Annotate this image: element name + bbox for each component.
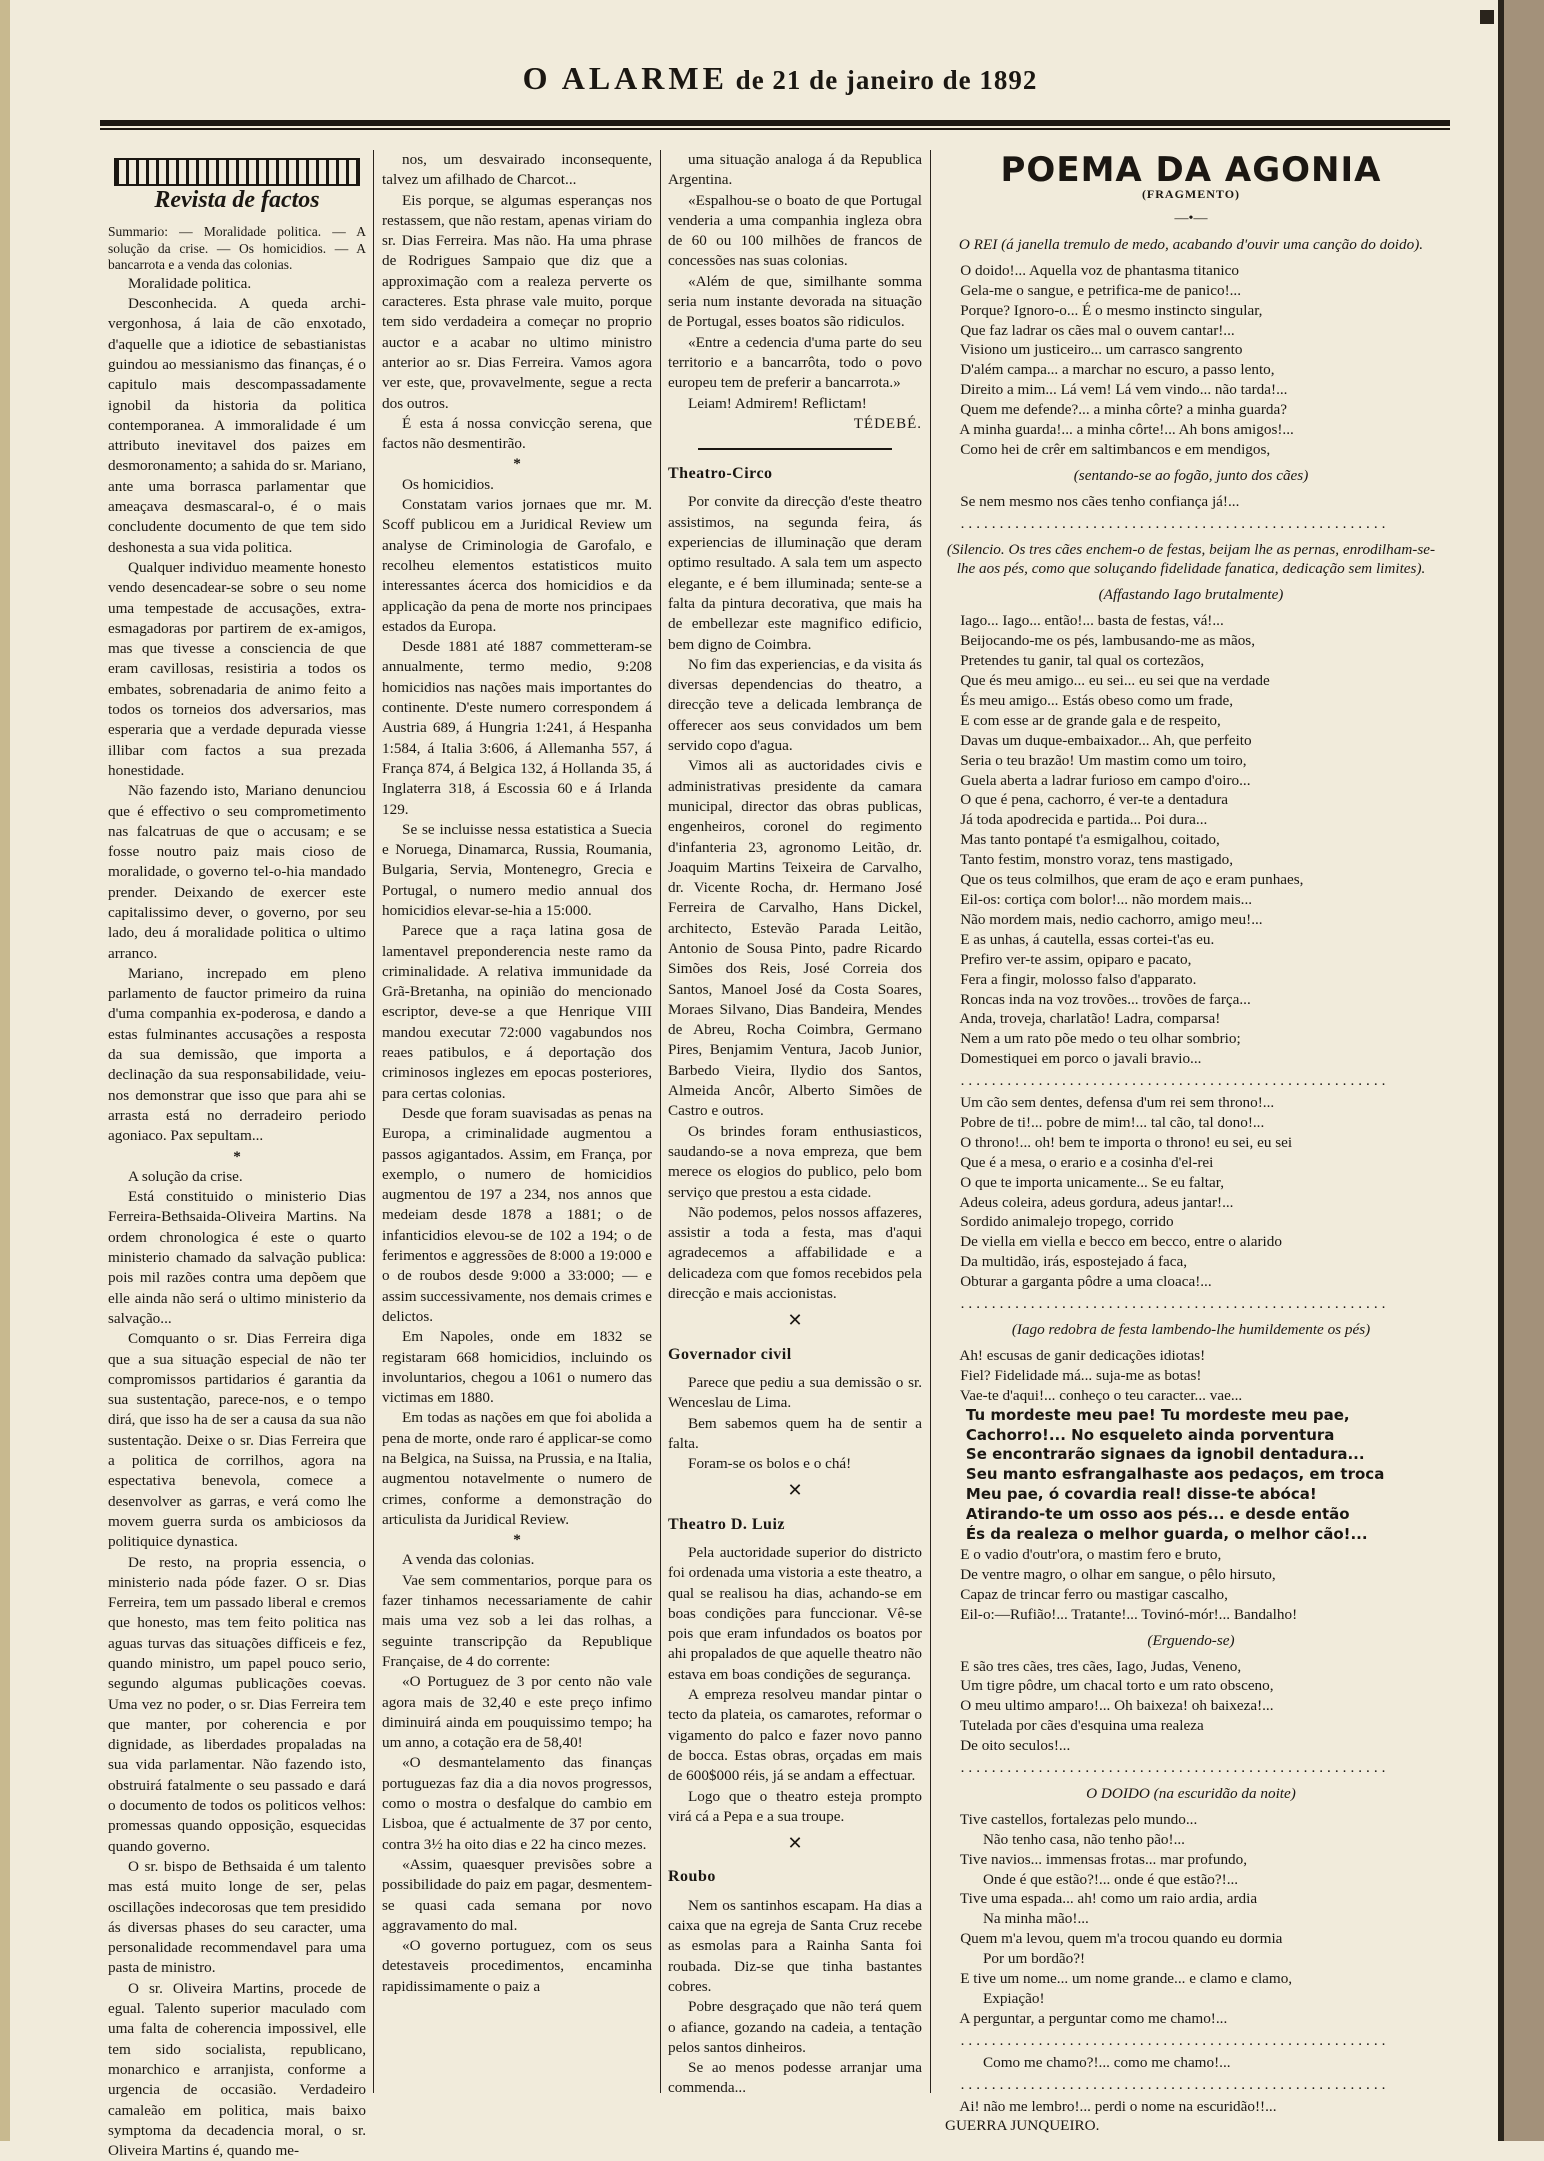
poem-line: Se nem mesmo nos cães tenho confiança já!... — [945, 492, 1240, 510]
paragraph: «Assim, quaesquer previsões sobre a possibilidade do paiz em pagar, desmentem-se quasi cada semana por novo aggravamento do mal. — [382, 1855, 652, 1934]
poem-line: De viella em viella e becco em becco, entre o alarido — [945, 1233, 1282, 1251]
paragraph: Desde que foram suavisadas as penas na Europa, a criminalidade augmentou a passos agigantados. Assim, em França, por exemplo, o numero de homicidios augmentou de 197 a 234, nos annos que medeiam desde 1878 a 1881; o de infanticidios elevou-se de 102 a 194; o de ferimentos e aggressões de 8:000 a 19:000 e o de roubos desde 9:000 a 33:000; — e assim successivamente, nos demais crimes e delictos. — [382, 1104, 652, 1325]
paragraph: Qualquer individuo meamente honesto vendo desencadear-se sobre o seu nome uma tempestade de accusações, extra-esmagadoras por partirem de ex-amigos, mas que tivesse a consciencia de que eram cavillosas, resistiria a todos os embates, sobrenadaria de animo feito a todos os torneios dos adversarios, mas esperaria que a verdade depurada viesse illibar com factos a sua prezada honestidade. — [108, 558, 366, 779]
paragraph: Leiam! Admirem! Reflictam! — [688, 394, 867, 412]
stage-direction: (sentando-se ao fogão, junto dos cães) — [1073, 466, 1309, 484]
paragraph: Vimos ali as auctoridades civis e administrativas presidente da camara municipal, director das obras publicas, engenheiros, coronel do regimento d'infanteria 23, agronomo Leitão, dr. Joaquim Martins Teixeira de Carvalho, dr. Vicente Rocha, dr. Hermano José Ferreira de Carvalho, Hans Dickel, architecto, Estevão Parada Leitão, Antonio de Sousa Pinto, padre Ricardo Simões dos Reis, José Correia dos Santos, Manoel José da Costa Soares, Moraes Silvano, Dias Bandeira, Mendes de Abreu, Rocha Coimbra, Germano Pires, Benjamim Ventura, Jacob Junior, Barbedo Vieira, Ilydio dos Santos, Almeida Ancôr, Alberto Simões de Castro e outros. — [668, 757, 922, 1120]
paragraph: Pela auctoridade superior do districto foi ordenada uma vistoria a este theatro, a qual se realisou ha dias, achando-se em boas condições para funccionar. Vê-se pois que eram infundados os boatos por ahi propalados de que aquelle theatro não estava em boas condições de segurança. — [668, 1544, 922, 1683]
poem-line: Guela aberta a ladrar furioso em campo d'oiro... — [945, 771, 1251, 789]
stage-direction: O REI (á janella tremulo de medo, acabando d'ouvir uma canção do doido). — [958, 235, 1424, 253]
poem-line: Porque? Ignoro-o... É o mesmo instincto singular, — [945, 301, 1263, 319]
poem-line: Por um bordão?! — [945, 1950, 1086, 1968]
paragraph: A venda das colonias. — [402, 1551, 535, 1569]
column-4 — [945, 150, 1437, 2135]
divider-cross: ✕ — [787, 1833, 803, 1854]
poem-line: Anda, troveja, charlatão! Ladra, comparsa! — [945, 1010, 1221, 1028]
poem-line-bold: Se encontrarão signaes da ignobil dentadura... — [945, 1445, 1365, 1464]
poem-line: Vae-te d'aqui!... conheço o teu caracter... vae... — [945, 1386, 1243, 1404]
poem-line: E as unhas, á cautella, essas cortei-t'as eu. — [945, 930, 1215, 948]
poem-line: Como hei de crêr em saltimbancos e em mendigos, — [945, 440, 1271, 458]
paragraph: Não fazendo isto, Mariano denunciou que é effectivo o seu comprometimento nas falcatruas de que o accusam; e se fosse noutro paiz mais cioso de moralidade, o governo tel-o-hia mandado prender. Deixando de exercer este capitalissimo dever, o governo, por seu lado, deu á moralidade politica o ultimo arranco. — [108, 782, 366, 962]
poem-line: Prefiro ver-te assim, opiparo e pacato, — [945, 950, 1192, 968]
paragraph: De resto, na propria essencia, o ministerio nada póde fazer. O sr. Dias Ferreira, tem um passado liberal e cremos que honesto, mas tem feito politica nas aguas turvas das situações difficeis e fez, quando ministro, um papel pouco serio, segundo algumas publicações coevas. Uma vez no poder, o sr. Dias Ferreira tem que manter, por coherencia e por dignidade, as liberdades propaladas na sua vida parlamentar. Não fazendo isto, obstruirá fatalmente o seu passado e dará o documento de todos os politicos velhos: promessas quando opposição, esquecidas quando governo. — [108, 1553, 366, 1855]
divider-cross: ✕ — [787, 1310, 803, 1331]
poem-line: O meu ultimo amparo!... Oh baixeza! oh baixeza!... — [945, 1697, 1274, 1715]
paragraph: * — [513, 455, 521, 473]
paragraph: «O governo portuguez, com os seus detestaveis procedimentos, encaminha rapidissimamente o paiz a — [382, 1937, 652, 1995]
paragraph: Pobre desgraçado que não terá quem o afiance, gozando na cadeia, a tentação pelos santos dinheiros. — [668, 1998, 922, 2056]
ellipsis-line: ....................................................... — [945, 514, 1390, 532]
divider-cross: ✕ — [787, 1480, 803, 1501]
paragraph: Moralidade politica. — [128, 274, 252, 292]
paragraph: A empreza resolveu mandar pintar o tecto da plateia, os camarotes, reformar o vigamento do palco e fazer novo panno de bocca. Estas obras, orçadas em mais de 600$000 réis, já se andam a effectuar. — [668, 1686, 922, 1785]
ellipsis-line: ....................................................... — [945, 2031, 1390, 2049]
poem-line: O que te importa unicamente... Se eu faltar, — [945, 1173, 1224, 1191]
poem-line: Seria o teu brazão! Um mastim como um toiro, — [945, 751, 1247, 769]
poem-line: Na minha mão!... — [945, 1910, 1089, 1928]
poem-line: Um tigre pôdre, um chacal torto e um rato obsceno, — [945, 1677, 1274, 1695]
poem-line: Eil-os: cortiça com bolor!... não mordem mais... — [945, 890, 1253, 908]
paragraph: Desde 1881 até 1887 commetteram-se annualmente, termo medio, 9:208 homicidios nas nações mais importantes do continente. D'este numero correspondem á Austria 689, á Hungria 1:241, á Hespanha 1:584, á Italia 3:606, á Allemanha 557, á França 874, á Belgica 132, á Hollanda 35, á Inglaterra 318, á Escossia 60 e á Irlanda 129. — [382, 638, 652, 818]
poem-line: Eil-o:—Rufião!... Tratante!... Tovinó-mór!... Bandalho! — [945, 1605, 1298, 1623]
poem-line-bold: Atirando-te um osso aos pés... e desde então — [945, 1505, 1350, 1524]
poem-line: Ai! não me lembro!... perdi o nome na escuridão!!... — [945, 2097, 1277, 2115]
heading-theatro-luiz: Theatro D. Luiz — [668, 1515, 785, 1533]
poem-line: Fiel? Fidelidade má... suja-me as botas! — [945, 1366, 1202, 1384]
poem-line: Capaz de trincar ferro ou mastigar cascalho, — [945, 1585, 1228, 1603]
poem-line: Que os teus colmilhos, que eram de aço e eram punhaes, — [945, 871, 1304, 889]
poem-line: Nem a um rato põe medo o teu olhar sombrio; — [945, 1030, 1241, 1048]
poem-line: Tive uma espada... ah! como um raio ardia, ardia — [945, 1890, 1258, 1908]
paragraph: Logo que o theatro esteja prompto virá cá a Pepa e a sua troupe. — [668, 1787, 922, 1825]
section-title: Revista de factos — [154, 187, 320, 213]
ellipsis-line: ....................................................... — [945, 1072, 1390, 1090]
poem-line: De ventre magro, o olhar em sangue, o pêlo hirsuto, — [945, 1565, 1276, 1583]
poem-line: Onde é que estão?!... onde é que estão?!... — [945, 1870, 1239, 1888]
column-rule-1 — [373, 150, 374, 2093]
ellipsis-line: ....................................................... — [945, 1759, 1390, 1777]
poem-line: Pretendes tu ganir, tal qual os cortezãos, — [945, 652, 1205, 670]
paragraph: * — [233, 1147, 241, 1165]
poem-line: Fera a fingir, molosso falso d'apparato. — [945, 970, 1197, 988]
poem-line: Gela-me o sangue, e petrifica-me de panico!... — [945, 281, 1242, 299]
section-ornament — [114, 158, 360, 186]
poem-body — [945, 235, 1437, 2117]
poem-subtitle: (FRAGMENTO) — [1141, 187, 1241, 202]
poem-line-bold: Meu pae, ó covardia real! disse-te abóca! — [945, 1485, 1317, 1504]
poem-line: Direito a mim... Lá vem! Lá vem vindo... não tarda!... — [945, 381, 1288, 399]
poem-title: POEMA DA AGONIA — [1000, 150, 1382, 190]
poem-line: E com esse ar de grande gala e de respeito, — [945, 711, 1221, 729]
paragraph: Vae sem commentarios, porque para os fazer tinhamos necessariamente de cahir mais uma vez sob a lei das rolhas, a seguinte transcripção da Republique Française, de 4 do corrente: — [382, 1571, 652, 1670]
poem-line: A perguntar, a perguntar como me chamo!... — [945, 2009, 1228, 2027]
ellipsis-line: ....................................................... — [945, 1295, 1390, 1313]
paragraph: «O Portuguez de 3 por cento não vale agora mais de 32,40 e este preço infimo diminuirá ainda em pouquissimo tempo; ha um anno, a cotação era de 58,40! — [382, 1673, 652, 1752]
masthead-brand: O ALARME — [522, 60, 728, 96]
paragraph: Mariano, increpado em pleno parlamento de fauctor primeiro da ruina d'uma companhia ex-poderosa, e dando a estas fulminantes accusações a resposta da sua demissão, que importa a declinação da sua responsabilidade, veiu-nos demonstrar que isso que para ahi se arrasta está no derradeiro periodo agoniaco. Pax sepultam... — [108, 964, 366, 1145]
poem-line-bold: Tu mordeste meu pae! Tu mordeste meu pae, — [945, 1405, 1350, 1424]
poem-line: O que é pena, cachorro, é ver-te a dentadura — [945, 791, 1229, 809]
poem-line: Beijocando-me os pés, lambusando-me as mãos, — [945, 632, 1256, 650]
ellipsis-line: ....................................................... — [945, 2075, 1390, 2093]
corner-mark — [1480, 10, 1494, 24]
heading-theatro-circo: Theatro-Circo — [668, 465, 773, 483]
theatro-circo-body — [668, 492, 922, 1304]
poem-line: Que faz ladrar os cães mal o ouvem cantar!... — [945, 321, 1235, 339]
poem-ornament: —•— — [1174, 210, 1208, 226]
poem-line-bold: Seu manto esfrangalhaste aos pedaços, em troca — [945, 1465, 1385, 1484]
divider-rule — [698, 448, 892, 450]
poem-line: Que és meu amigo... eu sei... eu sei que na verdade — [945, 672, 1270, 690]
poem-signature: GUERRA JUNQUEIRO. — [945, 2117, 1100, 2135]
paragraph: Em todas as nações em que foi abolida a pena de morte, onde raro é applicar-se como na Belgica, na Suissa, na Prussia, e na Italia, augmentou notavelmente o numero de crimes, conforme a demonstração do articulista da Juridical Review. — [382, 1409, 652, 1528]
poem-line: Não mordem mais, nedio cachorro, amigo meu!... — [945, 910, 1263, 928]
poem-line: Obturar a garganta pôdre a uma cloaca!... — [945, 1273, 1212, 1291]
paragraph: É esta á nossa convicção serena, que factos não desmentirão. — [382, 414, 652, 453]
poem-line: Mas tanto pontapé t'a esmigalhou, coitado, — [945, 831, 1220, 849]
paragraph: Foram-se os bolos e o chá! — [688, 1455, 852, 1473]
stage-direction: (Erguendo-se) — [1147, 1631, 1235, 1649]
poem-line: Roncas inda na voz trovões... trovões de farça... — [945, 990, 1251, 1008]
paragraph: Os homicidios. — [402, 475, 494, 493]
poem-line-bold: Cachorro!... No esqueleto ainda porventura — [945, 1425, 1335, 1444]
column-rule-3 — [930, 150, 931, 2093]
paragraph: Desconhecida. A queda archi-vergonhosa, á laia de cão enxotado, d'aquelle que a idiotice de sebastianistas guindou ao messianismo das finanças, é o capitulo mais descompassadamente ignobil da historia da politica contemporanea. A immoralidade é um attributo inevitavel dos paizes em desmoronamento; a sahida do sr. Mariano, ante uma borrasca parlamentar que ameaçava desmascaral-o, é o mais concludente documento de que tem sido deshonesta a sua vida politica. — [108, 295, 366, 556]
poem-line: Adeus coleira, adeus gordura, adeus jantar!... — [945, 1193, 1234, 1211]
heading-roubo: Roubo — [668, 1868, 716, 1886]
governador-body — [668, 1373, 922, 1474]
poem-line: D'além campa... a marchar no escuro, a passo lento, — [945, 361, 1275, 379]
poem-line: De oito seculos!... — [945, 1737, 1071, 1755]
paragraph: Parece que a raça latina gosa de lamentavel preponderencia neste ramo da criminalidade. A relativa immunidade da Grã-Bretanha, na opinião do mencionado escriptor, deve-se a que Henrique VIII mandou executar 72:000 vagabundos nos reaes patibulos, e á deportação dos criminosos inglezes em epocas posteriores, para certas colonias. — [382, 922, 652, 1102]
poem-line: Um cão sem dentes, defensa d'um rei sem throno!... — [945, 1094, 1275, 1112]
poem-line: E são tres cães, tres cães, Iago, Judas, Veneno, — [945, 1657, 1242, 1675]
poem-line: Tive navios... immensas frotas... mar profundo, — [945, 1850, 1248, 1868]
paragraph: nos, um desvairado inconsequente, talvez um afilhado de Charcot... — [382, 151, 652, 189]
paragraph: Por convite da direcção d'este theatro assistimos, na segunda feira, ás experiencias de illuminação que deram optimo resultado. A sala tem um aspecto elegante, e é bem illuminada; sente-se a falta da pintura decorativa, que mais ha de embellezar este magnifico edificio, bem digno de Coimbra. — [668, 493, 922, 653]
stage-direction: (Silencio. Os tres cães enchem-o de festas, beijam lhe as pernas, enrodilham-se-lhe aos pés, como que soluçando fidelidade fanatica, dedicação sem limites). — [946, 540, 1436, 578]
paragraph: «O desmantelamento das finanças portuguezas faz dia a dia novos progressos, como o mostra o desfalque do cambio em Lisboa, que é actualmente de 37 por cento, contra 3½ ha oito dias e 22 ha cinco mezes. — [382, 1754, 652, 1853]
poem-line: Tutelada por cães d'esquina uma realeza — [945, 1717, 1204, 1735]
paragraph: Eis porque, se algumas esperanças nos restassem, que não restam, apenas viriam do sr. Dias Ferreira. Mas não. Ha uma phrase de Rodrigues Sampaio que diz que a approximação com a realeza perverte os caracteres. Esta phrase vale muito, porque tem sido verdadeira a começar no proprio auctor e a acabar no ultimo ministro anterior ao sr. Dias Ferreira. Vamos agora ver este, que, provavelmente, segue a recta dos outros. — [382, 191, 652, 412]
poem-line: O doido!... Aquella voz de phantasma titanico — [945, 261, 1239, 279]
page-edge-right — [1504, 0, 1544, 2141]
poem-line: O throno!... oh! bem te importa o throno! eu sei, eu sei — [945, 1133, 1293, 1151]
paragraph: «Entre a cedencia d'uma parte do seu territorio e a bancarrôta, todo o povo europeu tem de preferir a bancarrota.» — [668, 333, 922, 392]
stage-direction: (Iago redobra de festa lambendo-lhe humildemente os pés) — [1011, 1321, 1371, 1339]
poem-line: Que é a mesa, o erario e a cosinha d'el-rei — [945, 1153, 1214, 1171]
paragraph: «Além de que, similhante somma seria num instante devorada na situação de Portugal, esses boatos são ridiculos. — [668, 272, 922, 331]
paragraph: No fim das experiencias, e da visita ás diversas dependencias do theatro, a direcção teve a delicada lembrança de offerecer aos seus convidados um bem servido copo d'agua. — [668, 655, 922, 755]
paragraph: Parece que pediu a sua demissão o sr. Wenceslau de Lima. — [668, 1373, 922, 1412]
stage-direction: O DOIDO (na escuridão da noite) — [1086, 1784, 1296, 1802]
paragraph: uma situação analoga á da Republica Argentina. — [668, 151, 922, 189]
poem-line: Tive castellos, fortalezas pelo mundo... — [945, 1810, 1198, 1828]
poem-line: Davas um duque-embaixador... Ah, que perfeito — [945, 731, 1252, 749]
poem-line: Quem me defende?... a minha côrte? a minha guarda? — [945, 401, 1287, 419]
poem-line: A minha guarda!... a minha côrte!... Ah bons amigos!... — [945, 421, 1294, 439]
poem-line: Tanto festim, monstro voraz, tens mastigado, — [945, 851, 1234, 869]
page-edge-left — [0, 0, 10, 2141]
paragraph: Nem os santinhos escapam. Ha dias a caixa que na egreja de Santa Cruz recebe as esmolas para a Rainha Santa foi roubada. Diz-se que tinha bastantes cobres. — [668, 1896, 922, 1995]
masthead-date: de 21 de janeiro de 1892 — [735, 65, 1038, 95]
paragraph: Está constituido o ministerio Dias Ferreira-Bethsaida-Oliveira Martins. Na ordem chronologica é este o quarto ministerio chamado da salvação publica: pois mil razões contra uma depõem que elle ainda não será o ultimo ministerio da salvação... — [108, 1188, 366, 1327]
paragraph: Se ao menos podesse arranjar uma commenda... — [668, 2059, 922, 2097]
paragraph: «Espalhou-se o boato de que Portugal venderia a uma companhia ingleza obra de 60 ou 100 milhões de francos de concessões nas suas colonias. — [668, 191, 922, 270]
paragraph: Bem sabemos quem ha de sentir a falta. — [668, 1414, 922, 1452]
article-signature: TÉDEBÉ. — [853, 415, 922, 432]
theatro-luiz-body — [668, 1543, 922, 1827]
paragraph: Em Napoles, onde em 1832 se registaram 668 homicidios, incluindo os involuntarios, chegou a 1061 o numero das victimas em 1880. — [382, 1328, 652, 1407]
column-1-body — [108, 274, 366, 2161]
roubo-body — [668, 1896, 922, 2099]
column-rule-2 — [660, 150, 661, 2093]
poem-line: Domestiquei em porco o javali bravio... — [945, 1050, 1202, 1068]
masthead — [120, 60, 1440, 97]
poem-line: És meu amigo... Estás obeso como um frade, — [945, 691, 1234, 709]
masthead-rule-thin — [100, 128, 1450, 130]
poem-line: Da multidão, irás, espostejado á faca, — [945, 1253, 1188, 1271]
paragraph: Não podemos, pelos nossos affazeres, assistir a toda a festa, mas d'aqui agradecemos a affabilidade e a delicadeza com que fomos recebidos pela direcção e mais accionistas. — [668, 1203, 922, 1303]
poem-line: Já toda apodrecida e partida... Poi dura... — [945, 811, 1208, 829]
poem-line: Não tenho casa, não tenho pão!... — [945, 1830, 1185, 1848]
poem-line: Visiono um justiceiro... um carrasco sangrento — [945, 341, 1243, 359]
column-3-article — [668, 150, 922, 414]
poem-line: Iago... Iago... então!... basta de festas, vá!... — [945, 612, 1224, 630]
paragraph: Se se incluisse nessa estatistica a Suecia e Noruega, Dinamarca, Russia, Roumania, Bulgaria, Servia, Montenegro, Grecia e Portugal, o numero medio annual dos homicidios elevar-se-hia a 15:000. — [382, 820, 652, 919]
paragraph: Comquanto o sr. Dias Ferreira diga que a sua situação especial de não ter compromissos partidarios é garantia da sua sustentação, parece-nos, e o tempo dirá, que isso ha de ser a causa da sua não sustentação. Deixe o sr. Dias Ferreira que a politica de corrilhos, agora na espectativa benevola, comece a desenvolver as garras, e verá como lhe movem guerra surda os ambiciosos da politiquice dynastica. — [108, 1330, 366, 1551]
stage-direction: (Affastando Iago brutalmente) — [1098, 586, 1284, 604]
column-1 — [108, 150, 366, 2160]
poem-line: Expiação! — [945, 1990, 1045, 2008]
poem-line: E o vadio d'outr'ora, o mastim fero e bruto, — [945, 1545, 1222, 1563]
poem-line: E tive um nome... um nome grande... e clamo e clamo, — [945, 1970, 1293, 1988]
paragraph: O sr. bispo de Bethsaida é um talento mas está muito longe de ser, pelas oscillações indecorosas que tem presidido ás diversas phases do seu caracter, uma personalidade recommendavel para uma pasta de ministro. — [108, 1857, 366, 1977]
paragraph: * — [513, 1531, 521, 1549]
poem-line: Como me chamo?!... como me chamo!... — [945, 2053, 1231, 2071]
paragraph: A solução da crise. — [128, 1167, 243, 1185]
poem-line: Sordido animalejo tropego, corrido — [945, 1213, 1174, 1231]
poem-line: Ah! escusas de ganir dedicações idiotas! — [945, 1346, 1206, 1364]
paragraph: Os brindes foram enthusiasticos, saudando-se a nova empreza, que bem merece os elogios do publico, pelo bom serviço que prestou a esta cidade. — [668, 1122, 922, 1201]
column-2 — [382, 150, 652, 2093]
poem-line: Pobre de ti!... pobre de mim!... tal cão, tal dono!... — [945, 1113, 1265, 1131]
heading-governador: Governador civil — [668, 1345, 792, 1363]
masthead-rule — [100, 120, 1450, 126]
paragraph: Constatam varios jornaes que mr. M. Scoff publicou em a Juridical Review um analyse de Criminologia de Garofalo, e recolheu elementos estatisticos muito interessantes ácerca dos homicidios e da applicação da pena de morte nos principaes estados da Europa. — [382, 496, 652, 635]
summary: Summario: — Moralidade politica. — A solução da crise. — Os homicidios. — A bancarrota e a venda das colonias. — [108, 224, 366, 273]
poem-line: Quem m'a levou, quem m'a trocou quando eu dormia — [945, 1930, 1283, 1948]
column-2-body — [382, 150, 652, 1997]
poem-line-bold: És da realeza o melhor guarda, o melhor cão!... — [945, 1525, 1368, 1544]
column-3 — [668, 150, 922, 2097]
paragraph: O sr. Oliveira Martins, procede de egual. Talento superior maculado com uma falta de coherencia impossivel, elle tem sido socialista, republicano, monarchico e arranjista, conforme a urgencia de occasião. Verdadeiro camaleão em politica, mais baixo symptoma da decadencia moral, o sr. Oliveira Martins é, quando me- — [108, 1979, 366, 2160]
